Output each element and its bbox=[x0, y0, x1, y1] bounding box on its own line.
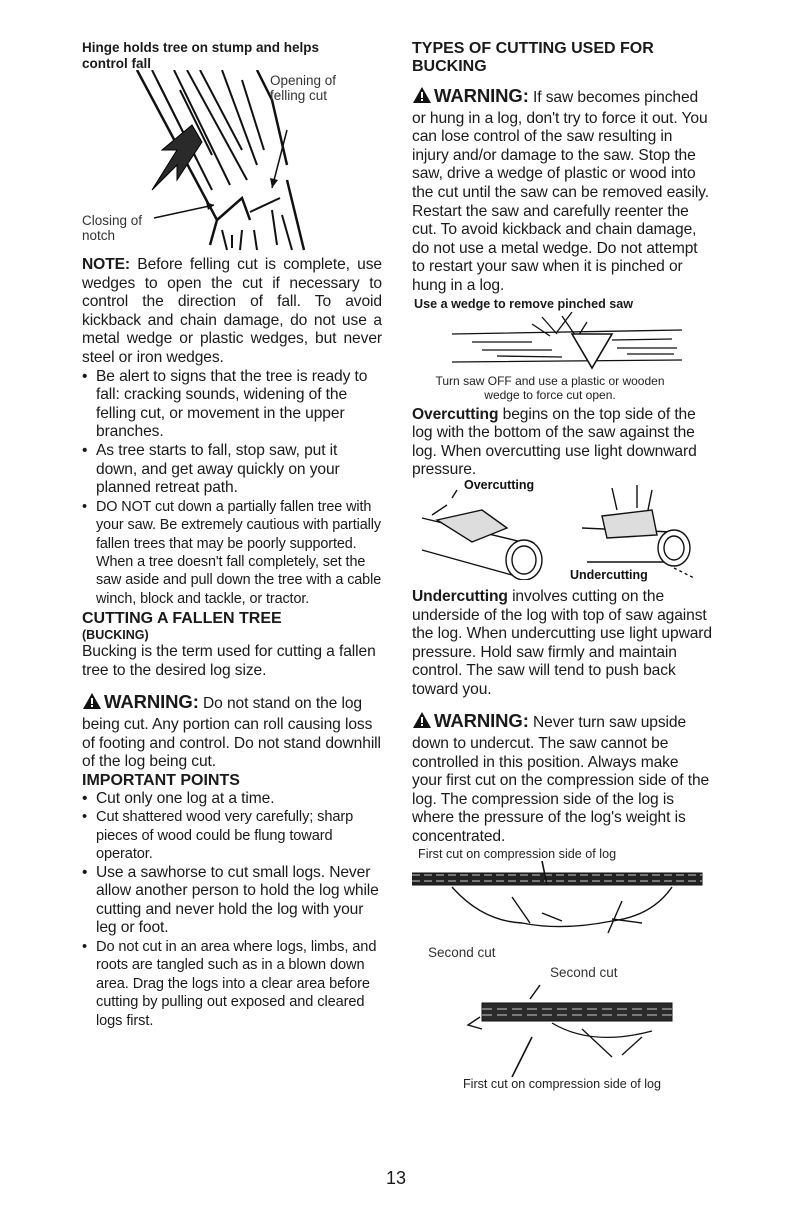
warning-upside-down bbox=[412, 711, 712, 846]
list-item: • As tree starts to fall, stop saw, put it down, and get away quickly on your planned retreat path. bbox=[82, 442, 382, 498]
important-bullets bbox=[82, 790, 382, 1030]
wedge-figure-caption: Turn saw OFF and use a plastic or wooden wedge to force cut open. bbox=[435, 373, 665, 402]
undercutting-figure-label: Undercutting bbox=[570, 567, 648, 582]
note-text: Before felling cut is complete, use wedges to open the cut if necessary to control the direction of fall. To avoid kickback and chain damage, do not use a metal wedge or plastic wedges, but never steel or iron wedges. bbox=[82, 256, 382, 366]
overcutting-paragraph bbox=[412, 406, 712, 480]
felling-figure bbox=[82, 40, 382, 256]
list-item: • Be alert to signs that the tree is ready to fall: cracking sounds, widening of the felling cut, or movement in the upper branches. bbox=[82, 368, 382, 442]
warning-icon bbox=[82, 692, 102, 716]
left-column bbox=[82, 40, 382, 1030]
log-supported-one-end-illustration bbox=[412, 977, 712, 1077]
undercutting-text: involves cutting on the underside of the log with top of saw against the log. When undercutting use light upward pressure. Hold saw firmly and maintain control. The saw will tend to push back toward you. bbox=[412, 587, 712, 698]
wedge-figure-title: Use a wedge to remove pinched saw bbox=[414, 296, 634, 311]
compression-figure-2 bbox=[412, 965, 712, 1093]
cutting-heading: CUTTING A FALLEN TREE bbox=[82, 610, 282, 628]
note-label: NOTE: bbox=[82, 256, 131, 273]
compression-figure-1 bbox=[412, 847, 712, 965]
wedge-figure bbox=[412, 296, 712, 402]
important-heading: IMPORTANT POINTS bbox=[82, 771, 240, 789]
list-item: • Do not cut in an area where logs, limbs, and roots are tangled such as in a blown down area. Drag the logs into a clear area before cutting by pulling out exposed and cleared logs first. bbox=[82, 938, 382, 1030]
over-under-figure bbox=[412, 477, 712, 586]
warning-text: Never turn saw upside down to undercut. The saw cannot be controlled in this position. Always make your first cut on the compression side of the log. The compression side of the log is where the pressure of the log's weight is concentrated. bbox=[412, 714, 710, 846]
warning-label: WARNING: bbox=[434, 85, 529, 106]
bucking-subheading: (BUCKING) bbox=[82, 628, 149, 643]
warning-label: WARNING: bbox=[434, 710, 529, 732]
pinched-saw-illustration bbox=[412, 312, 712, 372]
overcutting-label: Overcutting bbox=[412, 405, 499, 423]
over-under-illustration bbox=[412, 477, 712, 580]
note-paragraph bbox=[82, 256, 382, 368]
undercutting-paragraph bbox=[412, 588, 712, 700]
second-cut-label: Second cut bbox=[428, 944, 496, 960]
types-heading: TYPES OF CUTTING USED FOR BUCKING bbox=[412, 40, 654, 75]
felling-bullets bbox=[82, 368, 382, 609]
overcutting-text: begins on the top side of the log with the bottom of the saw against the log. When overcutting use light downward pressure. bbox=[412, 405, 697, 479]
log-supported-ends-illustration bbox=[412, 861, 712, 941]
list-item: • Cut only one log at a time. bbox=[82, 790, 382, 809]
warning-pinched bbox=[412, 86, 712, 296]
list-item: • DO NOT cut down a partially fallen tree with your saw. Be extremely cautious with partially fallen trees that may be poorly supported. When a tree doesn't fall completely, set the saw aside and pull down the tree with a cable winch, block and tackle, or tractor. bbox=[82, 498, 382, 608]
first-cut-label: First cut on compression side of log bbox=[418, 846, 617, 861]
felling-figure-caption: Hinge holds tree on stump and helps control fall bbox=[82, 40, 320, 71]
warning-text: If saw becomes pinched or hung in a log, don't try to force it out. You can lose control of the saw resulting in injury and/or damage to the saw. Stop the saw, drive a wedge of plastic or wood into the cut until the saw can be removed easily. Restart the saw and carefully reenter the cut. To avoid kickback and chain damage, do not use a metal wedge. Do not attempt to restart your saw when it is pinched or hung in a log. bbox=[412, 89, 709, 294]
list-item: • Use a sawhorse to cut small logs. Never allow another person to hold the log while cutting and never hold the log with your leg or foot. bbox=[82, 864, 382, 938]
warning-stand bbox=[82, 692, 382, 771]
warning-icon bbox=[412, 711, 432, 735]
page-number: 13 bbox=[385, 1168, 407, 1188]
list-item: • Cut shattered wood very carefully; sharp pieces of wood could be flung toward operator. bbox=[82, 808, 382, 863]
bucking-text: Bucking is the term used for cutting a fallen tree to the desired log size. bbox=[82, 643, 376, 679]
closing-label: Closing of notch bbox=[82, 213, 143, 243]
first-cut-label: First cut on compression side of log bbox=[462, 1076, 662, 1091]
overcutting-figure-label: Overcutting bbox=[464, 477, 535, 492]
warning-text: Do not stand on the log being cut. Any portion can roll causing loss of footing and control. Do not stand downhill of the log being cut. bbox=[82, 695, 381, 771]
undercutting-label: Undercutting bbox=[412, 587, 508, 605]
warning-label: WARNING: bbox=[104, 691, 199, 713]
opening-label: Opening of felling cut bbox=[270, 73, 337, 103]
second-cut-label: Second cut bbox=[550, 964, 618, 980]
right-column bbox=[412, 40, 712, 1093]
warning-icon bbox=[412, 86, 432, 110]
